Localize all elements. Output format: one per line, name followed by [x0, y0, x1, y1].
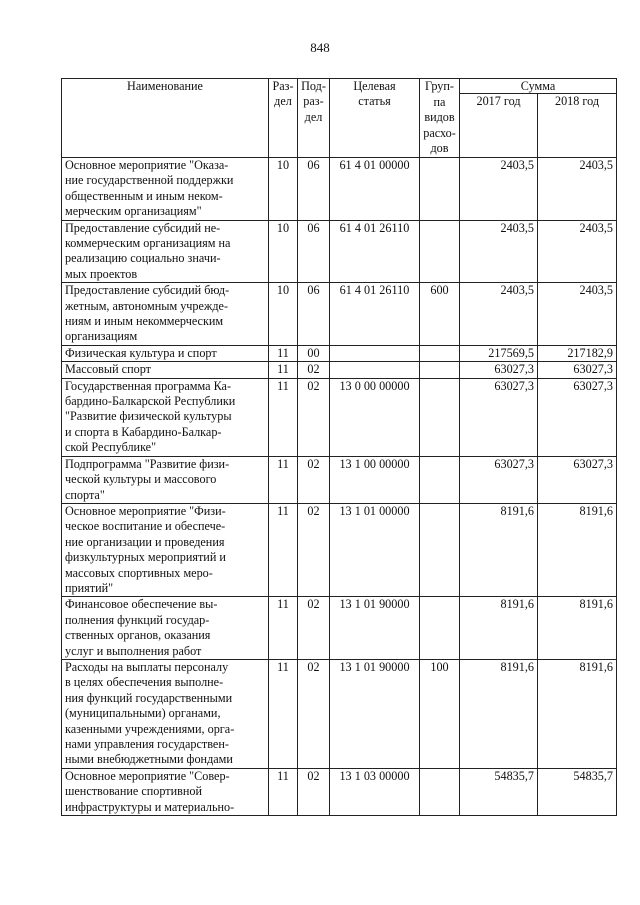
cell-y2017: 2403,5 [460, 220, 538, 283]
cell-group [420, 220, 460, 283]
cell-podrazdel: 06 [298, 220, 330, 283]
cell-name: Государственная программа Ка- бардино-Балкарской Республики "Развитие физической культуры и спорта в Кабардино-Балкар- ской Республике" [62, 378, 269, 456]
cell-y2018: 217182,9 [538, 345, 617, 361]
cell-y2018: 63027,3 [538, 378, 617, 456]
header-group: Груп- па видов расхо- дов [420, 79, 460, 158]
cell-group [420, 768, 460, 815]
cell-target: 61 4 01 26110 [330, 283, 420, 346]
table-row [62, 283, 617, 346]
cell-target: 13 1 00 00000 [330, 456, 420, 503]
header-2018: 2018 год [538, 94, 617, 158]
cell-group [420, 456, 460, 503]
cell-y2017: 8191,6 [460, 597, 538, 660]
cell-target: 13 1 01 90000 [330, 659, 420, 768]
cell-group: 100 [420, 659, 460, 768]
cell-y2017: 54835,7 [460, 768, 538, 815]
cell-razdel: 10 [269, 157, 298, 220]
cell-name: Основное мероприятие "Физи- ческое воспитание и обеспече- ние организации и проведения физкультурных мероприятий и массовых спортивных меро- приятий" [62, 503, 269, 596]
table-row [62, 456, 617, 503]
cell-target [330, 345, 420, 361]
cell-target: 13 0 00 00000 [330, 378, 420, 456]
cell-group [420, 597, 460, 660]
cell-target: 13 1 01 90000 [330, 597, 420, 660]
table-row [62, 659, 617, 768]
table-row [62, 362, 617, 378]
cell-y2017: 8191,6 [460, 659, 538, 768]
cell-y2018: 8191,6 [538, 659, 617, 768]
cell-name: Основное мероприятие "Совер- шенствование спортивной инфраструктуры и материально- [62, 768, 269, 815]
cell-razdel: 11 [269, 597, 298, 660]
cell-name: Предоставление субсидий бюд- жетным, автономным учрежде- ниям и иным некоммерческим организациям [62, 283, 269, 346]
cell-name: Основное мероприятие "Оказа- ние государственной поддержки общественным и иным неком- мерческим организациям" [62, 157, 269, 220]
cell-podrazdel: 00 [298, 345, 330, 361]
cell-y2017: 8191,6 [460, 503, 538, 596]
header-razdel: Раз- дел [269, 79, 298, 158]
cell-podrazdel: 06 [298, 157, 330, 220]
table-row [62, 768, 617, 815]
cell-podrazdel: 02 [298, 768, 330, 815]
cell-group: 600 [420, 283, 460, 346]
cell-y2018: 8191,6 [538, 597, 617, 660]
table-row [62, 220, 617, 283]
cell-podrazdel: 02 [298, 597, 330, 660]
cell-y2018: 63027,3 [538, 456, 617, 503]
cell-podrazdel: 02 [298, 362, 330, 378]
table-row [62, 597, 617, 660]
header-sum: Сумма [460, 79, 617, 94]
cell-y2018: 2403,5 [538, 283, 617, 346]
budget-table [61, 78, 617, 816]
cell-y2018: 2403,5 [538, 157, 617, 220]
cell-name: Подпрограмма "Развитие физи- ческой культуры и массового спорта" [62, 456, 269, 503]
cell-target: 61 4 01 00000 [330, 157, 420, 220]
cell-y2017: 63027,3 [460, 378, 538, 456]
cell-y2017: 2403,5 [460, 283, 538, 346]
cell-target: 61 4 01 26110 [330, 220, 420, 283]
cell-y2017: 63027,3 [460, 362, 538, 378]
cell-razdel: 11 [269, 378, 298, 456]
cell-y2017: 63027,3 [460, 456, 538, 503]
cell-podrazdel: 06 [298, 283, 330, 346]
cell-razdel: 11 [269, 362, 298, 378]
table-row [62, 503, 617, 596]
cell-target: 13 1 01 00000 [330, 503, 420, 596]
cell-razdel: 10 [269, 220, 298, 283]
cell-y2018: 54835,7 [538, 768, 617, 815]
cell-y2018: 2403,5 [538, 220, 617, 283]
cell-name: Расходы на выплаты персоналу в целях обеспечения выполне- ния функций государственными (муниципальными) органами, казенными учреждениями, орга- нами управления государствен- ными внебюджетными фондами [62, 659, 269, 768]
header-target: Целевая статья [330, 79, 420, 158]
cell-name: Финансовое обеспечение вы- полнения функций государ- ственных органов, оказания услуг и выполнения работ [62, 597, 269, 660]
cell-group [420, 362, 460, 378]
cell-name: Предоставление субсидий не- коммерческим организациям на реализацию социально значи- мых проектов [62, 220, 269, 283]
page-number: 848 [310, 40, 330, 55]
cell-razdel: 11 [269, 456, 298, 503]
cell-group [420, 378, 460, 456]
cell-razdel: 11 [269, 345, 298, 361]
cell-podrazdel: 02 [298, 456, 330, 503]
cell-group [420, 503, 460, 596]
cell-name: Физическая культура и спорт [62, 345, 269, 361]
header-2017: 2017 год [460, 94, 538, 158]
table-row [62, 157, 617, 220]
header-name: Наименование [62, 79, 269, 158]
cell-y2018: 63027,3 [538, 362, 617, 378]
cell-razdel: 10 [269, 283, 298, 346]
cell-razdel: 11 [269, 768, 298, 815]
cell-name: Массовый спорт [62, 362, 269, 378]
cell-y2017: 2403,5 [460, 157, 538, 220]
cell-y2017: 217569,5 [460, 345, 538, 361]
cell-razdel: 11 [269, 659, 298, 768]
cell-group [420, 157, 460, 220]
header-row [62, 79, 617, 94]
header-podrazdel: Под- раз- дел [298, 79, 330, 158]
cell-y2018: 8191,6 [538, 503, 617, 596]
cell-razdel: 11 [269, 503, 298, 596]
table-row [62, 378, 617, 456]
table-row [62, 345, 617, 361]
cell-group [420, 345, 460, 361]
cell-podrazdel: 02 [298, 659, 330, 768]
cell-target [330, 362, 420, 378]
cell-podrazdel: 02 [298, 503, 330, 596]
cell-podrazdel: 02 [298, 378, 330, 456]
cell-target: 13 1 03 00000 [330, 768, 420, 815]
